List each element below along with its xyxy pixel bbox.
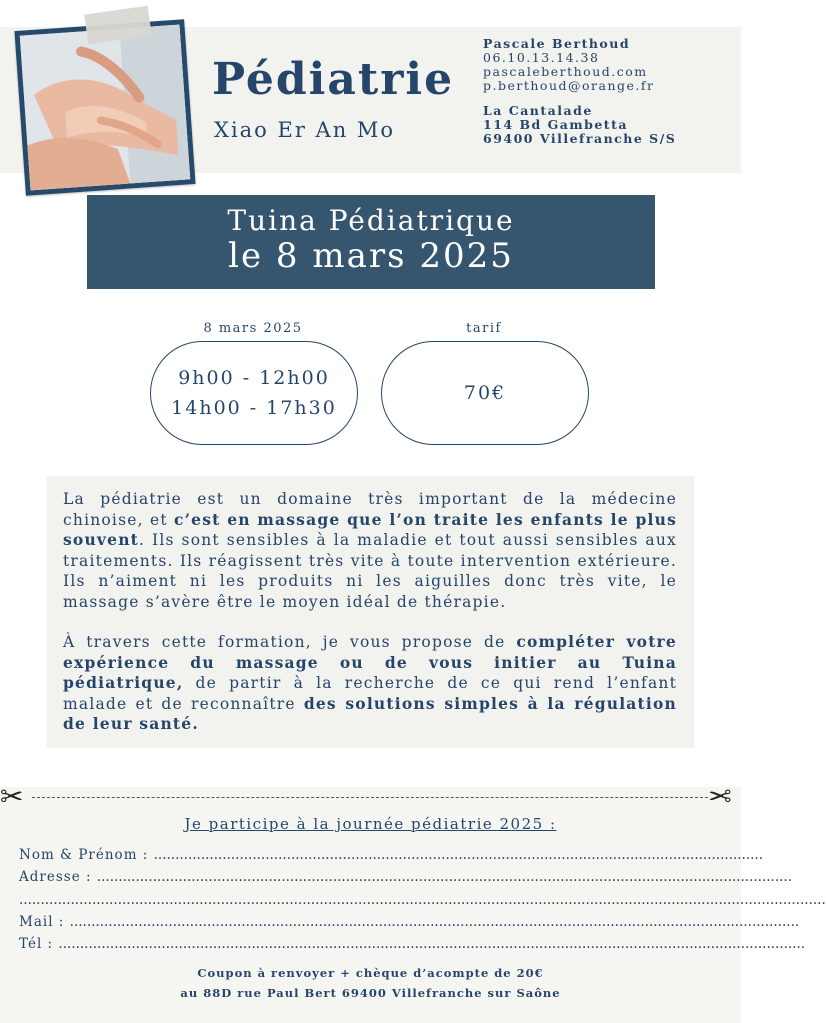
scissors-icon: ✂ (708, 780, 732, 813)
p1-segment-1: c’est en massage que l’on traite les enfants le plus souvent (63, 509, 677, 549)
date-caption: 8 mars 2025 (203, 321, 303, 336)
schedule-pill (150, 341, 358, 445)
price-value: 70€ (463, 382, 507, 404)
p2-segment-1: compléter votre expérience du massage ou de vous initier au Tuina pédiatrique, (63, 632, 677, 692)
banner-title: Tuina Pédiatrique (227, 204, 515, 237)
contact-street: 114 Bd Gambetta (483, 117, 628, 132)
schedule-afternoon: 14h00 - 17h30 (171, 397, 337, 419)
contact-city: 69400 Villefranche S/S (483, 131, 677, 146)
coupon-footer-line-2: au 88D rue Paul Bert 69400 Villefranche sur Saône (180, 986, 561, 1000)
price-caption: tarif (466, 321, 502, 336)
contact-name: Pascale Berthoud (483, 36, 631, 51)
contact-website: pascaleberthoud.com (483, 64, 648, 79)
contact-email: p.berthoud@orange.fr (483, 78, 655, 93)
p1-segment-2: . Ils sont sensibles à la maladie et tout aussi sensibles aux traitements. Ils réagissent très vite à toute intervention extérieure. Ils n’aiment ni les produits ni les aiguilles donc très vite, le massage s’avère être le moyen idéal de thérapie. (63, 531, 677, 611)
hands-illustration (20, 25, 190, 191)
address-field-line-2[interactable]: ............................................................................................................................................................................................ (19, 892, 826, 908)
name-field[interactable]: Nom & Prénom : .............................................................................................................................................. (19, 847, 763, 863)
cut-line (32, 797, 708, 798)
contact-place: La Cantalade (483, 103, 593, 118)
scissors-icon: ✂ (0, 780, 24, 813)
p2-segment-2: de partir à la recherche de ce qui rend l’enfant malade et de reconnaître (63, 674, 677, 713)
description-paragraph-1 (63, 489, 677, 612)
price-pill (381, 341, 589, 445)
phone-field[interactable]: Tél : .............................................................................................................................................................................. (19, 936, 806, 952)
page-subtitle: Xiao Er An Mo (214, 118, 396, 142)
phone-field-label: Tél : (19, 936, 54, 952)
mail-field-label: Mail : (19, 914, 65, 930)
description-paragraph-2 (63, 632, 677, 735)
name-field-label: Nom & Prénom : (19, 847, 149, 863)
p2-segment-0: À travers cette formation, je vous propose de (63, 633, 517, 651)
hands-photo (14, 19, 195, 195)
event-banner (87, 195, 655, 289)
description-box (47, 476, 694, 748)
address-field[interactable]: Adresse : .................................................................................................................................................................. (19, 869, 793, 885)
contact-phone: 06.10.13.14.38 (483, 50, 600, 65)
coupon-footer-line-1: Coupon à renvoyer + chèque d’acompte de 20€ (197, 966, 544, 980)
contact-block (483, 37, 676, 146)
schedule-morning: 9h00 - 12h00 (178, 367, 330, 389)
address-field-label: Adresse : (19, 869, 92, 885)
p1-segment-0: La pédiatrie est un domaine très important de la médecine chinoise, et (63, 490, 677, 529)
banner-date: le 8 mars 2025 (228, 236, 514, 276)
mail-field[interactable]: Mail : .......................................................................................................................................................................... (19, 914, 800, 930)
page-title: Pédiatrie (212, 54, 455, 105)
p2-segment-3: des solutions simples à la régulation de leur santé. (63, 693, 677, 733)
coupon-heading: Je participe à la journée pédiatrie 2025 : (184, 815, 557, 833)
